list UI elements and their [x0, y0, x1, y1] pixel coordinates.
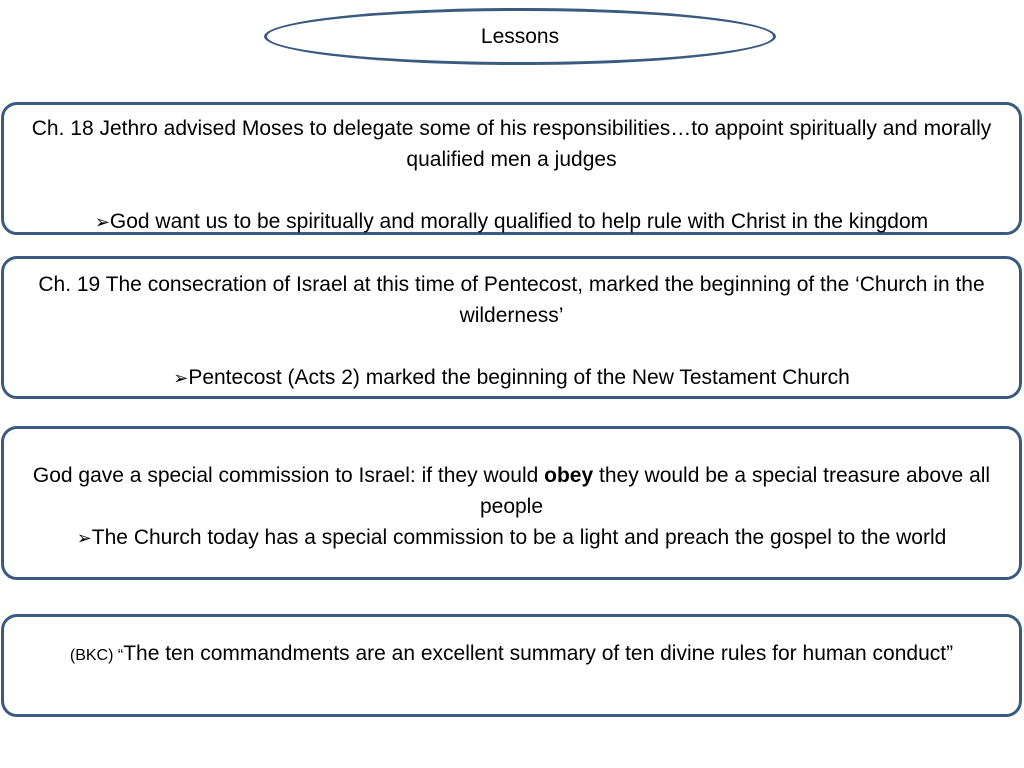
- lesson-box-bkc-quote: [1, 614, 1022, 717]
- spacer: [10, 331, 1013, 362]
- lesson-bullet: [10, 206, 1013, 238]
- arrow-bullet-icon: ➢: [76, 528, 92, 548]
- lesson-box-ch18: [1, 102, 1022, 235]
- lesson-bullet-text: The Church today has a special commission to be a light and preach the gospel to the world: [91, 526, 947, 549]
- lesson-box-ch19: [1, 256, 1022, 399]
- lesson-bullet-text: God want us to be spiritually and morally qualified to help rule with Christ in the kingdom: [109, 210, 929, 233]
- lesson-box-commission: [1, 426, 1022, 580]
- bold-word: obey: [544, 464, 594, 487]
- quote-text: The ten commandments are an excellent summary of ten divine rules for human conduct”: [123, 642, 954, 665]
- quote-prefix: (BKC) “: [69, 647, 124, 664]
- arrow-bullet-icon: ➢: [173, 368, 189, 388]
- page-title: Lessons: [480, 24, 560, 48]
- spacer: [10, 175, 1013, 206]
- heading-text-after: they would be a special treasure above all people: [479, 464, 991, 518]
- lessons-title-oval: [264, 8, 776, 65]
- lesson-heading: [10, 460, 1013, 522]
- lesson-bullet: [10, 362, 1013, 394]
- lesson-heading: Ch. 18 Jethro advised Moses to delegate some of his responsibilities…to appoint spiritually and morally qualified men a judges: [31, 117, 992, 171]
- lesson-heading: Ch. 19 The consecration of Israel at this time of Pentecost, marked the beginning of the ‘Church in the wilderness’: [38, 273, 985, 327]
- lesson-bullet-text: Pentecost (Acts 2) marked the beginning of the New Testament Church: [188, 366, 850, 389]
- lesson-bullet: [10, 522, 1013, 554]
- arrow-bullet-icon: ➢: [94, 212, 110, 232]
- heading-text-before: God gave a special commission to Israel: if they would: [32, 464, 545, 487]
- bkc-quote: [10, 638, 1013, 671]
